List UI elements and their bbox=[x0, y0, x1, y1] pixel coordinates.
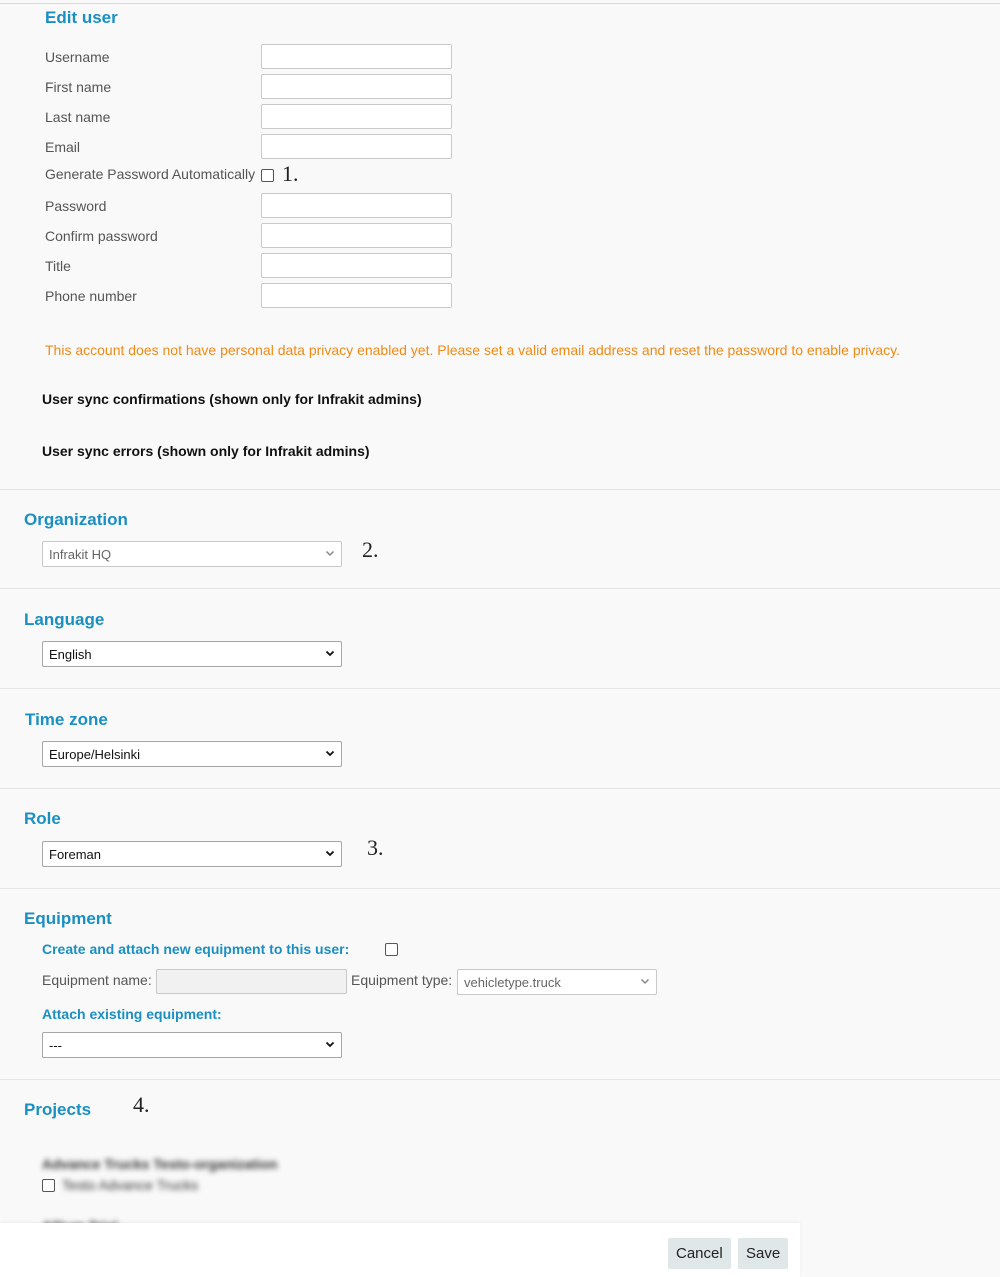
create-equipment-checkbox[interactable] bbox=[385, 943, 398, 956]
sync-errors-heading: User sync errors (shown only for Infrakit admins) bbox=[42, 443, 370, 459]
chevron-down-icon bbox=[325, 648, 335, 658]
first-name-input[interactable] bbox=[261, 74, 452, 99]
chevron-down-icon bbox=[325, 848, 335, 858]
section-divider bbox=[0, 688, 1000, 689]
timezone-selected: Europe/Helsinki bbox=[49, 747, 141, 762]
sync-confirmations-heading: User sync confirmations (shown only for Infrakit admins) bbox=[42, 391, 422, 407]
username-label: Username bbox=[45, 49, 110, 65]
project-org-name: Advance Trucks Testo-organization bbox=[42, 1156, 278, 1172]
organization-select[interactable] bbox=[42, 541, 342, 567]
project-checkbox[interactable] bbox=[42, 1179, 55, 1192]
save-button[interactable]: Save bbox=[738, 1238, 788, 1269]
password-input[interactable] bbox=[261, 193, 452, 218]
role-selected: Foreman bbox=[49, 847, 102, 862]
title-label: Title bbox=[45, 258, 71, 274]
email-input[interactable] bbox=[261, 134, 452, 159]
generate-password-checkbox[interactable] bbox=[261, 169, 274, 182]
action-footer bbox=[0, 1223, 800, 1277]
section-divider bbox=[0, 1079, 1000, 1080]
annotation-1: 1. bbox=[282, 161, 299, 186]
project-name: Testo Advance Trucks bbox=[62, 1177, 199, 1193]
annotation-4: 4. bbox=[133, 1092, 150, 1117]
language-selected: English bbox=[49, 647, 92, 662]
username-input[interactable] bbox=[261, 44, 452, 69]
equipment-title: Equipment bbox=[24, 909, 112, 928]
top-divider bbox=[0, 3, 1000, 4]
equipment-type-selected: vehicletype.truck bbox=[464, 975, 561, 990]
confirm-password-label: Confirm password bbox=[45, 228, 158, 244]
edit-user-title: Edit user bbox=[45, 8, 118, 27]
organization-title: Organization bbox=[24, 510, 128, 529]
last-name-input[interactable] bbox=[261, 104, 452, 129]
generate-password-label: Generate Password Automatically bbox=[45, 166, 256, 182]
phone-number-label: Phone number bbox=[45, 288, 137, 304]
create-equipment-label: Create and attach new equipment to this user: bbox=[42, 941, 350, 957]
section-divider bbox=[0, 888, 1000, 889]
timezone-select[interactable] bbox=[42, 741, 342, 767]
cancel-button[interactable]: Cancel bbox=[668, 1238, 731, 1269]
chevron-down-icon bbox=[640, 976, 650, 986]
attach-equipment-label: Attach existing equipment: bbox=[42, 1006, 222, 1022]
annotation-2: 2. bbox=[362, 537, 379, 562]
language-select[interactable] bbox=[42, 641, 342, 667]
section-divider bbox=[0, 489, 1000, 490]
equipment-name-label: Equipment name: bbox=[42, 972, 152, 988]
chevron-down-icon bbox=[325, 1039, 335, 1049]
role-select[interactable] bbox=[42, 841, 342, 867]
language-title: Language bbox=[24, 610, 105, 629]
email-label: Email bbox=[45, 139, 81, 155]
title-input[interactable] bbox=[261, 253, 452, 278]
password-label: Password bbox=[45, 198, 107, 214]
role-title: Role bbox=[24, 809, 61, 828]
chevron-down-icon bbox=[325, 748, 335, 758]
projects-title: Projects bbox=[24, 1100, 92, 1119]
confirm-password-input[interactable] bbox=[261, 223, 452, 248]
chevron-down-icon bbox=[325, 548, 335, 558]
equipment-name-input[interactable] bbox=[156, 969, 347, 994]
annotation-3: 3. bbox=[367, 835, 384, 860]
privacy-warning: This account does not have personal data privacy enabled yet. Please set a valid email address and reset the password to enable privacy. bbox=[45, 342, 901, 358]
equipment-type-select[interactable] bbox=[457, 969, 657, 995]
first-name-label: First name bbox=[45, 79, 112, 95]
organization-selected: Infrakit HQ bbox=[49, 547, 112, 562]
timezone-title: Time zone bbox=[25, 710, 108, 729]
section-divider bbox=[0, 788, 1000, 789]
attach-equipment-selected: --- bbox=[49, 1038, 62, 1053]
section-divider bbox=[0, 588, 1000, 589]
last-name-label: Last name bbox=[45, 109, 111, 125]
phone-number-input[interactable] bbox=[261, 283, 452, 308]
equipment-type-label: Equipment type: bbox=[351, 972, 453, 988]
attach-equipment-select[interactable] bbox=[42, 1032, 342, 1058]
